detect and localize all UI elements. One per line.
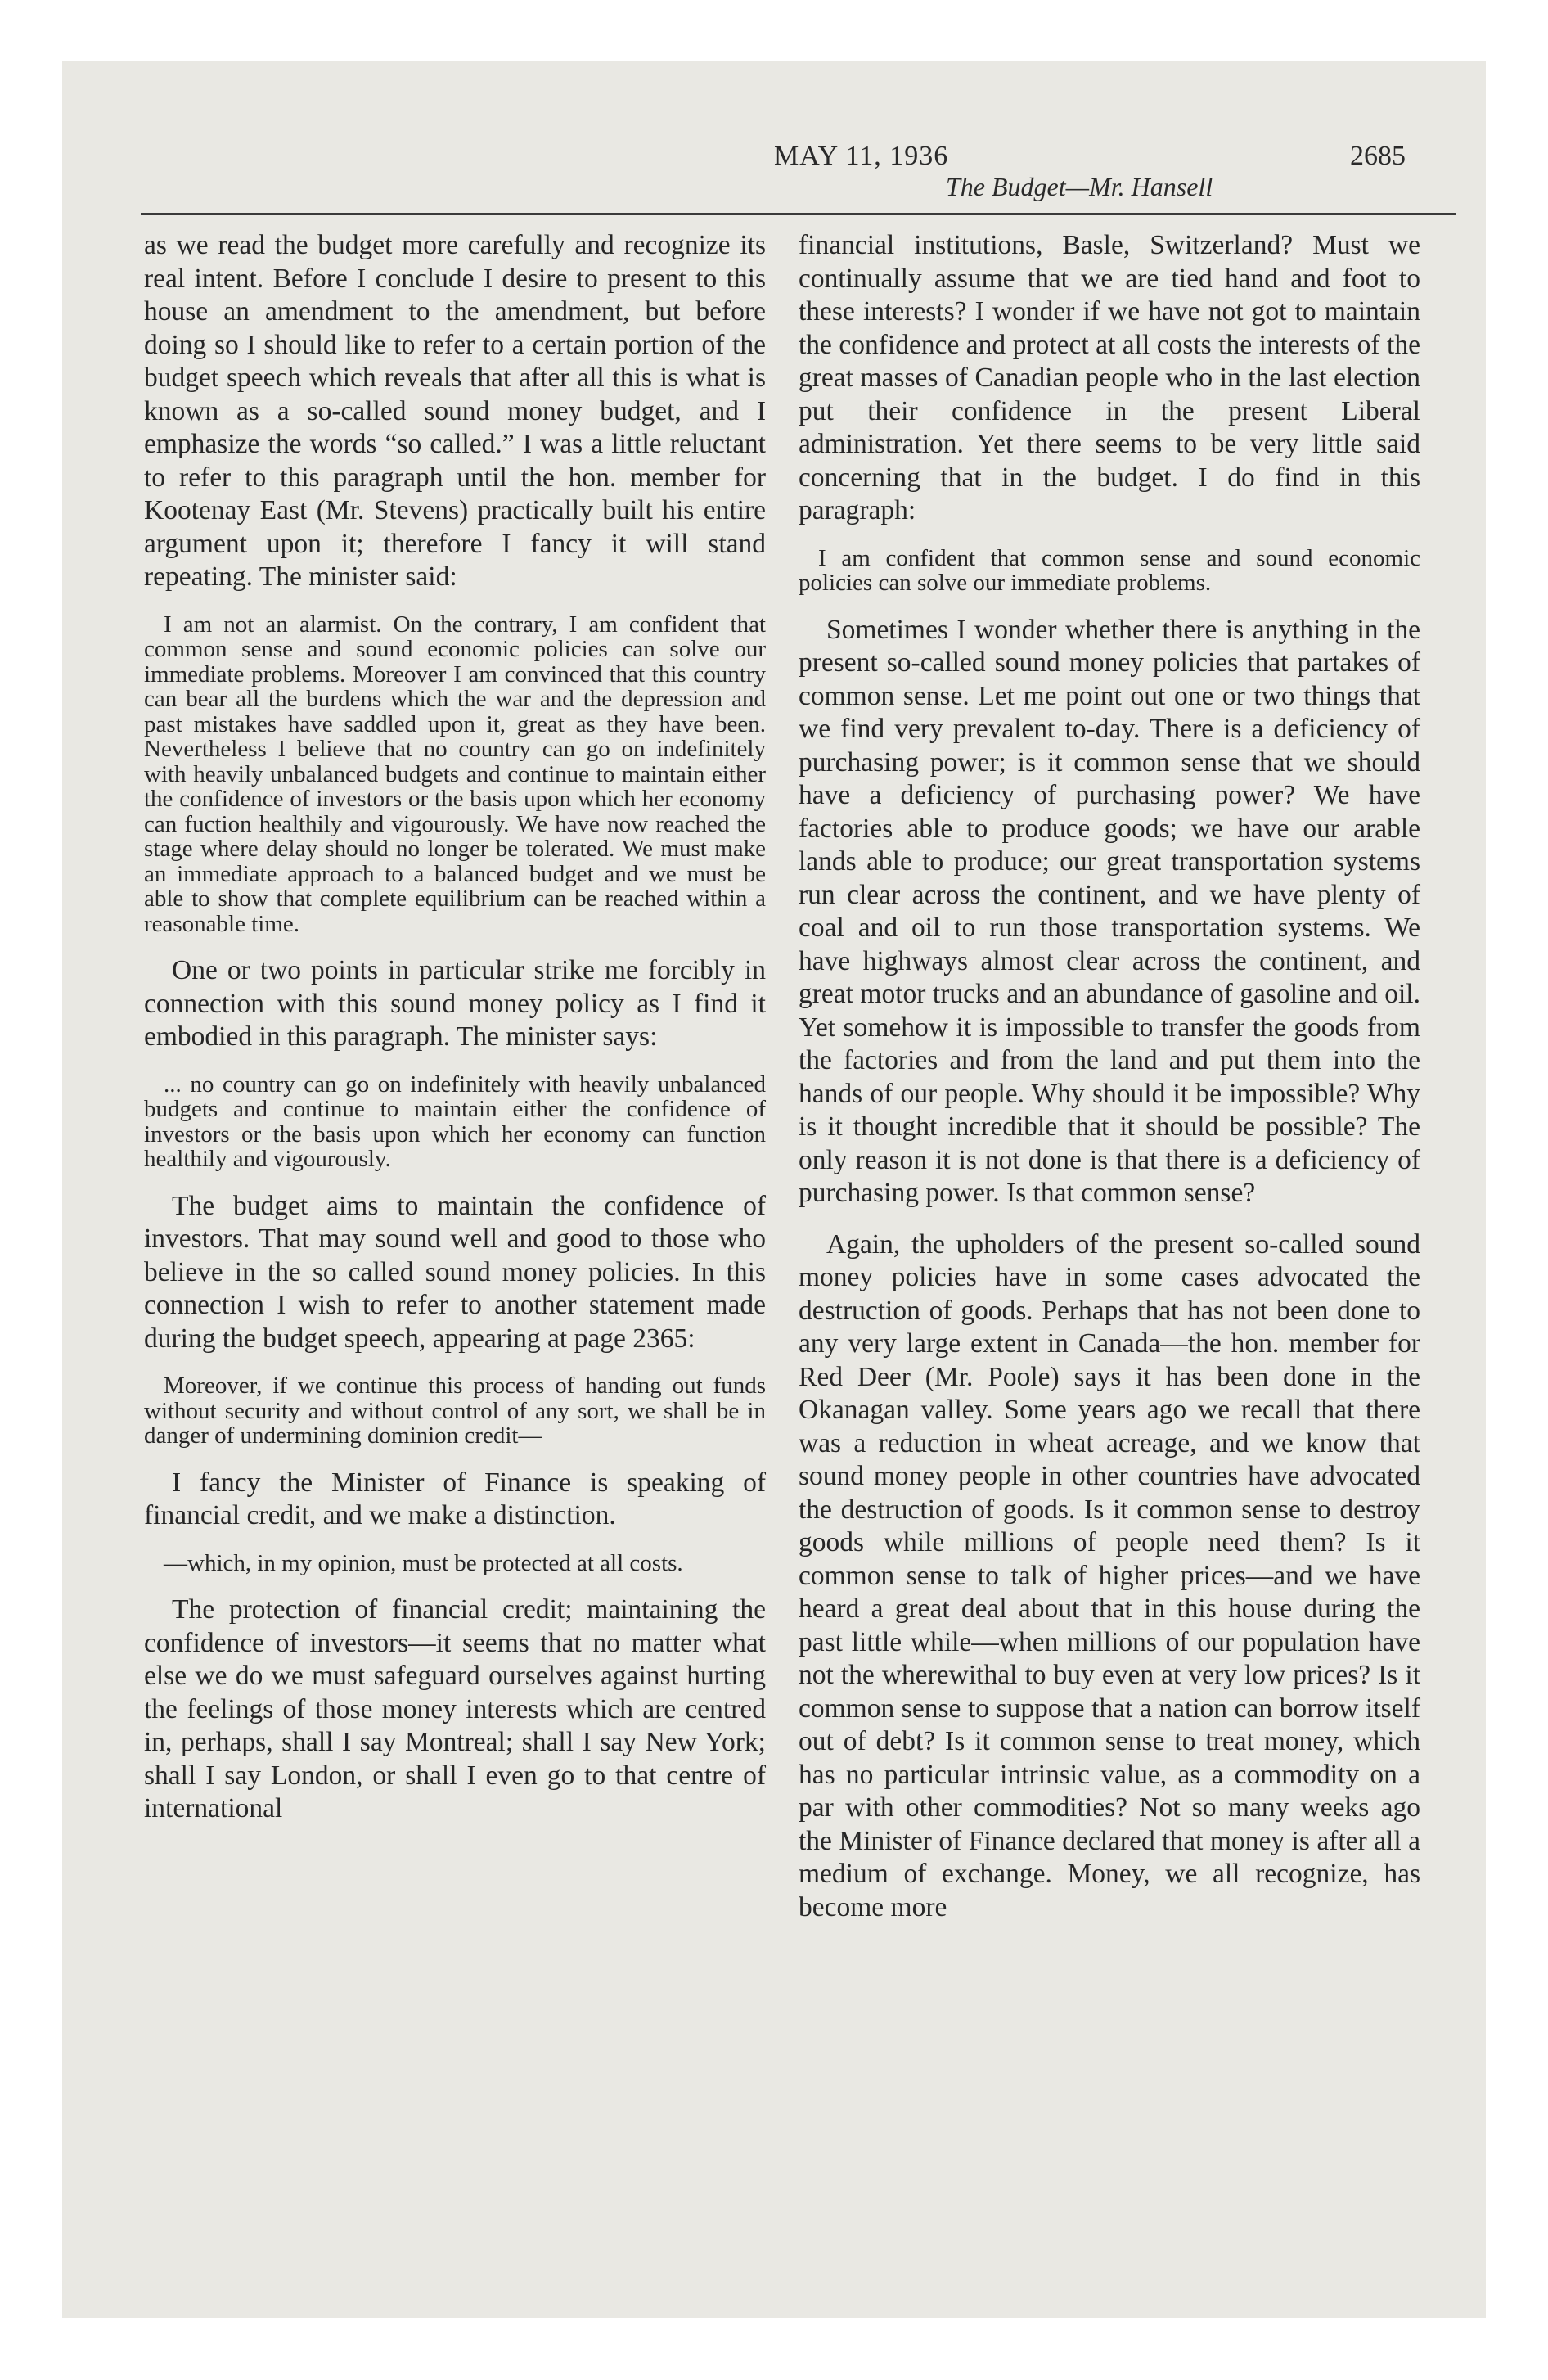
- header-rule: [141, 213, 1456, 215]
- page-sheet: [62, 61, 1486, 2318]
- paragraph: as we read the budget more carefully and recognize its real intent. Before I conclude I desire to present to this house an amendment to the amendment, but before doing so I should like to refer to a certain portion of the budget speech which reveals that after all this is what is known as a so-called sound money budget, and I emphasize the words “so called.” I was a little reluctant to refer to this paragraph until the hon. member for Kootenay East (Mr. Stevens) practically built his entire argument upon it; therefore I fancy it will stand repeating. The minister said:: [144, 230, 766, 592]
- block-quote: I am confident that common sense and sound economic policies can solve our immediate problems.: [799, 544, 1420, 596]
- paragraph: Again, the upholders of the present so-called sound money policies have in some cases advocated the destruction of goods. Perhaps that has not been done to any very large extent in Canada—the hon. member for Red Deer (Mr. Poole) says it has been done in the Okanagan valley. Some years ago we recall that there was a reduction in wheat acreage, and we know that sound money people in other countries have advocated the destruction of goods. Is it common sense to destroy goods while millions of people need them? Is it common sense to talk of higher prices—and we have heard a great deal about that in this house during the past little while—when millions of our population have not the wherewithal to buy even at very low prices? Is it common sense to suppose that a nation can borrow itself out of debt? Is it common sense to treat money, which has no particular intrinsic value, as a commodity on a par with other commodities? Not so many weeks ago the Minister of Finance declared that money is after all a medium of exchange. Money, we all recognize, has become more: [799, 1228, 1420, 1922]
- paragraph: The protection of financial credit; maintaining the confidence of investors—it seems that no matter what else we do we must safeguard ourselves against hurting the feelings of those money interests which are centred in, perhaps, shall I say Montreal; shall I say New York; shall I say London, or shall I even go to that centre of international: [144, 1594, 766, 1823]
- right-column: [799, 229, 1420, 1942]
- paragraph: financial institutions, Basle, Switzerland? Must we continually assume that we are tied hand and foot to these interests? I wonder if we have not got to maintain the confidence and protect at all costs the interests of the great masses of Canadian people who in the last election put their confidence in the present Liberal administration. Yet there seems to be very little said concerning that in the budget. I do find in this paragraph:: [799, 230, 1420, 525]
- block-quote: I am not an alarmist. On the contrary, I am confident that common sense and sound economic policies can solve our immediate problems. Moreover I am convinced that this country can bear all the burdens which the war and the depression and past mistakes have saddled upon it, great as they have been. Nevertheless I believe that no country can go on indefinitely with heavily unbalanced budgets and continue to maintain either the confidence of investors or the basis upon which her economy can fuction healthily and vigourously. We have now reached the stage where delay should no longer be tolerated. We must make an immediate approach to a balanced budget and we must be able to show that complete equilibrium can be reached within a reasonable time.: [144, 611, 766, 937]
- block-quote: Moreover, if we continue this process of handing out funds without security and without control of any sort, we shall be in danger of undermining dominion credit—: [144, 1373, 766, 1449]
- paragraph: I fancy the Minister of Finance is speaking of financial credit, and we make a distinction.: [144, 1467, 766, 1530]
- paragraph: Sometimes I wonder whether there is anything in the present so-called sound money policies that partakes of common sense. Let me point out one or two things that we find very prevalent to-day. There is a deficiency of purchasing power; is it common sense that we should have a deficiency of purchasing power? We have factories able to produce goods; we have our arable lands able to produce; our great transportation systems run clear across the continent, and we have plenty of coal and oil to run those transportation systems. We have highways almost clear across the continent, and great motor trucks and an abundance of gasoline and oil. Yet somehow it is impossible to transfer the goods from the factories and from the land and put them into the hands of our people. Why should it be impossible? Why is it thought incredible that it should be possible? The only reason it is not done is that there is a deficiency of purchasing power. Is that common sense?: [799, 614, 1420, 1208]
- header-title: The Budget—Mr. Hansell: [946, 172, 1213, 201]
- block-quote: ... no country can go on indefinitely with heavily unbalanced budgets and continue to maintain either the confidence of investors or the basis upon which her economy can function healthily and vigourously.: [144, 1071, 766, 1172]
- block-quote: —which, in my opinion, must be protected at all costs.: [164, 1549, 683, 1576]
- paragraph: One or two points in particular strike me forcibly in connection with this sound money policy as I find it embodied in this paragraph. The minister says:: [144, 955, 766, 1052]
- left-column: [144, 229, 766, 1844]
- header-date: MAY 11, 1936: [774, 141, 949, 171]
- page-number: 2685: [1350, 141, 1406, 171]
- page-header: [62, 61, 1486, 224]
- paragraph: The budget aims to maintain the confidence of investors. That may sound well and good to those who believe in the so called sound money policies. In this connection I wish to refer to another statement made during the budget speech, appearing at page 2365:: [144, 1190, 766, 1354]
